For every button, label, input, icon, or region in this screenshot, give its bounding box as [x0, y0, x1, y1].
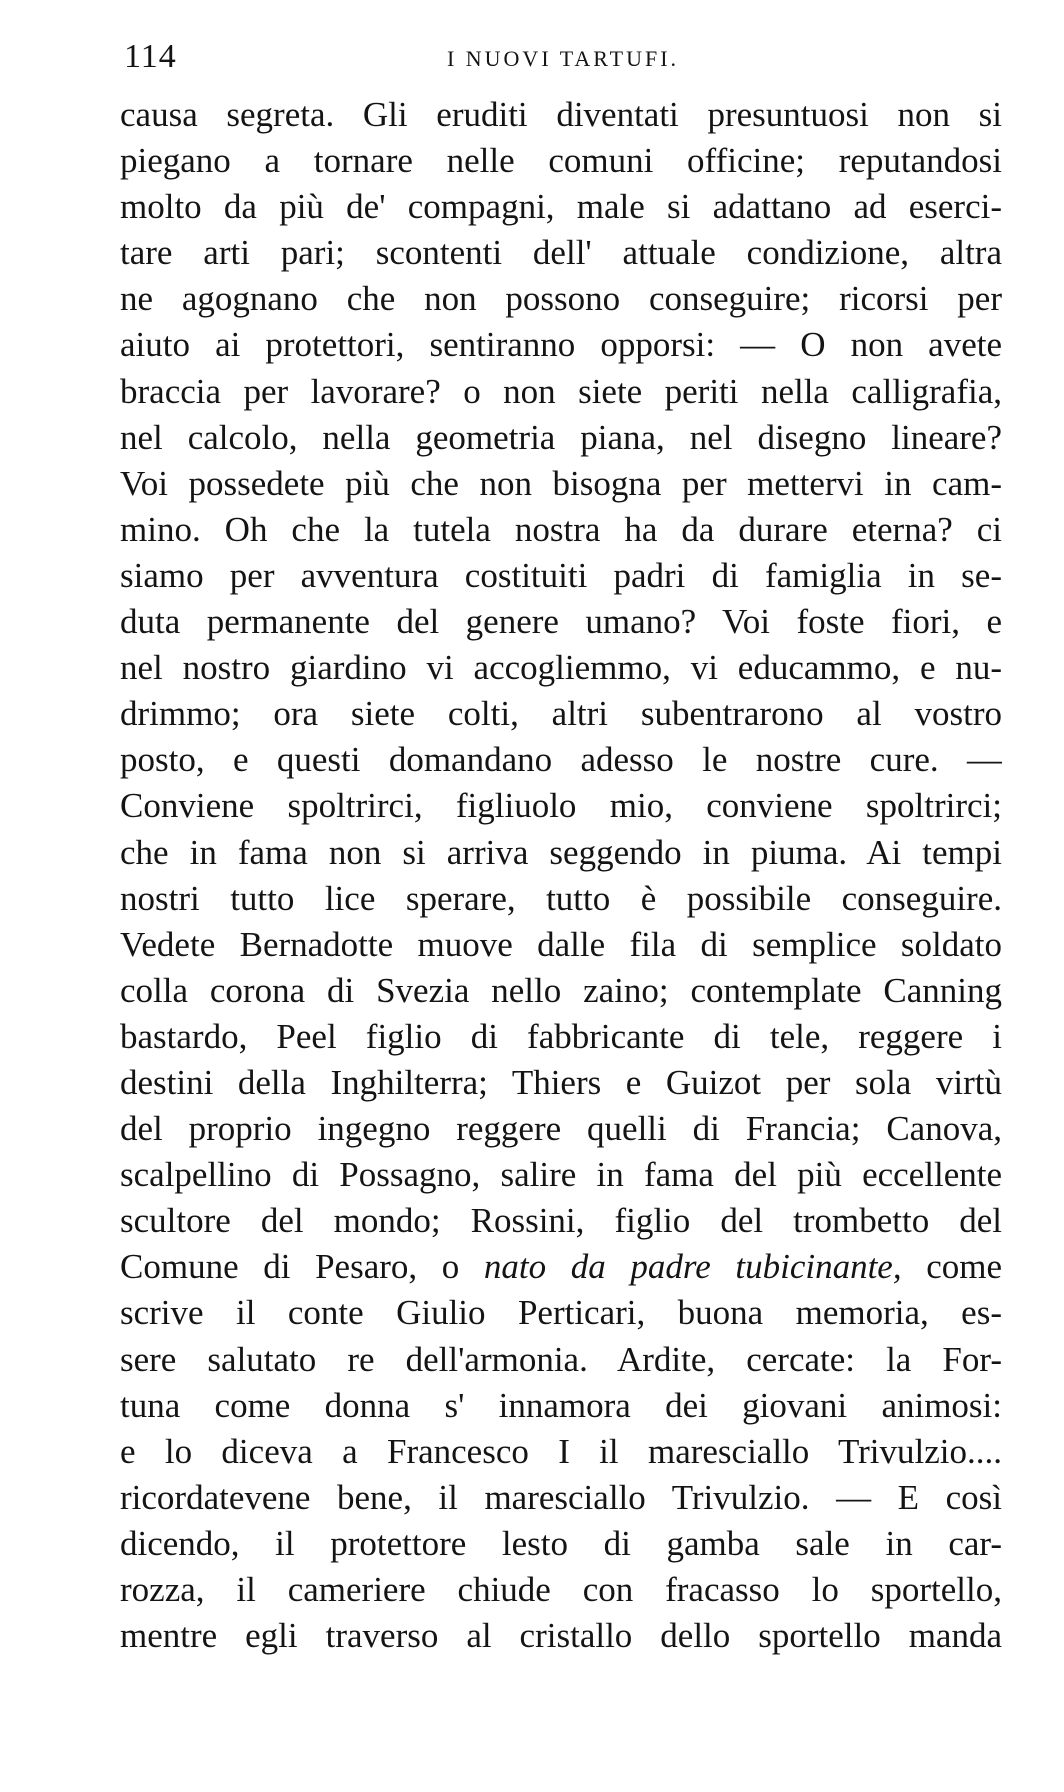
text-line: sere salutato re dell'armonia. Ardite, cercate: la For- [120, 1339, 1002, 1379]
text-line: causa segreta. Gli eruditi diventati presuntuosi non si [120, 95, 1002, 134]
text-line-with-italic [120, 1244, 1002, 1290]
italic-phrase: nato da padre tubicinante, [483, 1247, 902, 1287]
text-line: tare arti pari; scontenti dell' attuale condizione, altra [120, 233, 1002, 273]
running-title: I NUOVI TARTUFI. [446, 46, 680, 71]
text-line: posto, e questi domandano adesso le nostre cure. — [120, 740, 1002, 780]
text-line: braccia per lavorare? o non siete periti nella calligrafia, [120, 371, 1002, 411]
text-line: drimmo; ora siete colti, altri subentrarono al vostro [120, 694, 1002, 734]
text-line: scultore del mondo; Rossini, figlio del trombetto del [120, 1201, 1002, 1241]
page-header [124, 38, 1002, 82]
text-line: rozza, il cameriere chiude con fracasso lo sportello, [120, 1570, 1002, 1609]
text-line: ricordatevene bene, il maresciallo Trivulzio. — E così [120, 1477, 1002, 1517]
text-line: Voi possedete più che non bisogna per mettervi in cam- [120, 463, 1002, 503]
text-line: nel calcolo, nella geometria piana, nel disegno lineare? [120, 417, 1002, 457]
page-number: 114 [124, 38, 177, 75]
text-line: nostri tutto lice sperare, tutto è possibile conseguire. [120, 878, 1002, 918]
text-line: mino. Oh che la tutela nostra ha da durare eterna? ci [120, 509, 1002, 549]
text-line: aiuto ai protettori, sentiranno opporsi: — O non avete [120, 325, 1002, 365]
text-segment: come [901, 1247, 1002, 1287]
text-line: colla corona di Svezia nello zaino; contemplate Canning [120, 970, 1002, 1010]
text-line: molto da più de' compagni, male si adattano ad eserci- [120, 187, 1002, 227]
text-line: duta permanente del genere umano? Voi foste fiori, e [120, 602, 1002, 642]
text-line: ne agognano che non possono conseguire; ricorsi per [120, 279, 1002, 319]
text-line: e lo diceva a Francesco I il maresciallo Trivulzio.... [120, 1431, 1002, 1471]
text-line: scalpellino di Possagno, salire in fama del più eccellente [120, 1155, 1002, 1195]
text-line: scrive il conte Giulio Perticari, buona memoria, es- [120, 1293, 1002, 1333]
text-line: nel nostro giardino vi accogliemmo, vi educammo, e nu- [120, 648, 1002, 688]
text-line: Conviene spoltrirci, figliuolo mio, conviene spoltrirci; [120, 786, 1002, 826]
text-line: Vedete Bernadotte muove dalle fila di semplice soldato [120, 924, 1002, 964]
text-line: siamo per avventura costituiti padri di famiglia in se- [120, 555, 1002, 595]
text-line: tuna come donna s' innamora dei giovani animosi: [120, 1385, 1002, 1425]
text-line: bastardo, Peel figlio di fabbricante di tele, reggere i [120, 1016, 1002, 1056]
text-line: del proprio ingegno reggere quelli di Francia; Canova, [120, 1109, 1002, 1149]
text-line: che in fama non si arriva seggendo in piuma. Ai tempi [120, 832, 1002, 872]
text-line: destini della Inghilterra; Thiers e Guizot per sola virtù [120, 1062, 1002, 1102]
text-line: dicendo, il protettore lesto di gamba sale in car- [120, 1523, 1002, 1563]
body-text [120, 92, 1002, 1659]
text-line: mentre egli traverso al cristallo dello sportello manda [120, 1616, 1002, 1656]
text-segment: Comune di Pesaro, o [120, 1247, 484, 1287]
text-line: piegano a tornare nelle comuni officine; reputandosi [120, 141, 1002, 181]
